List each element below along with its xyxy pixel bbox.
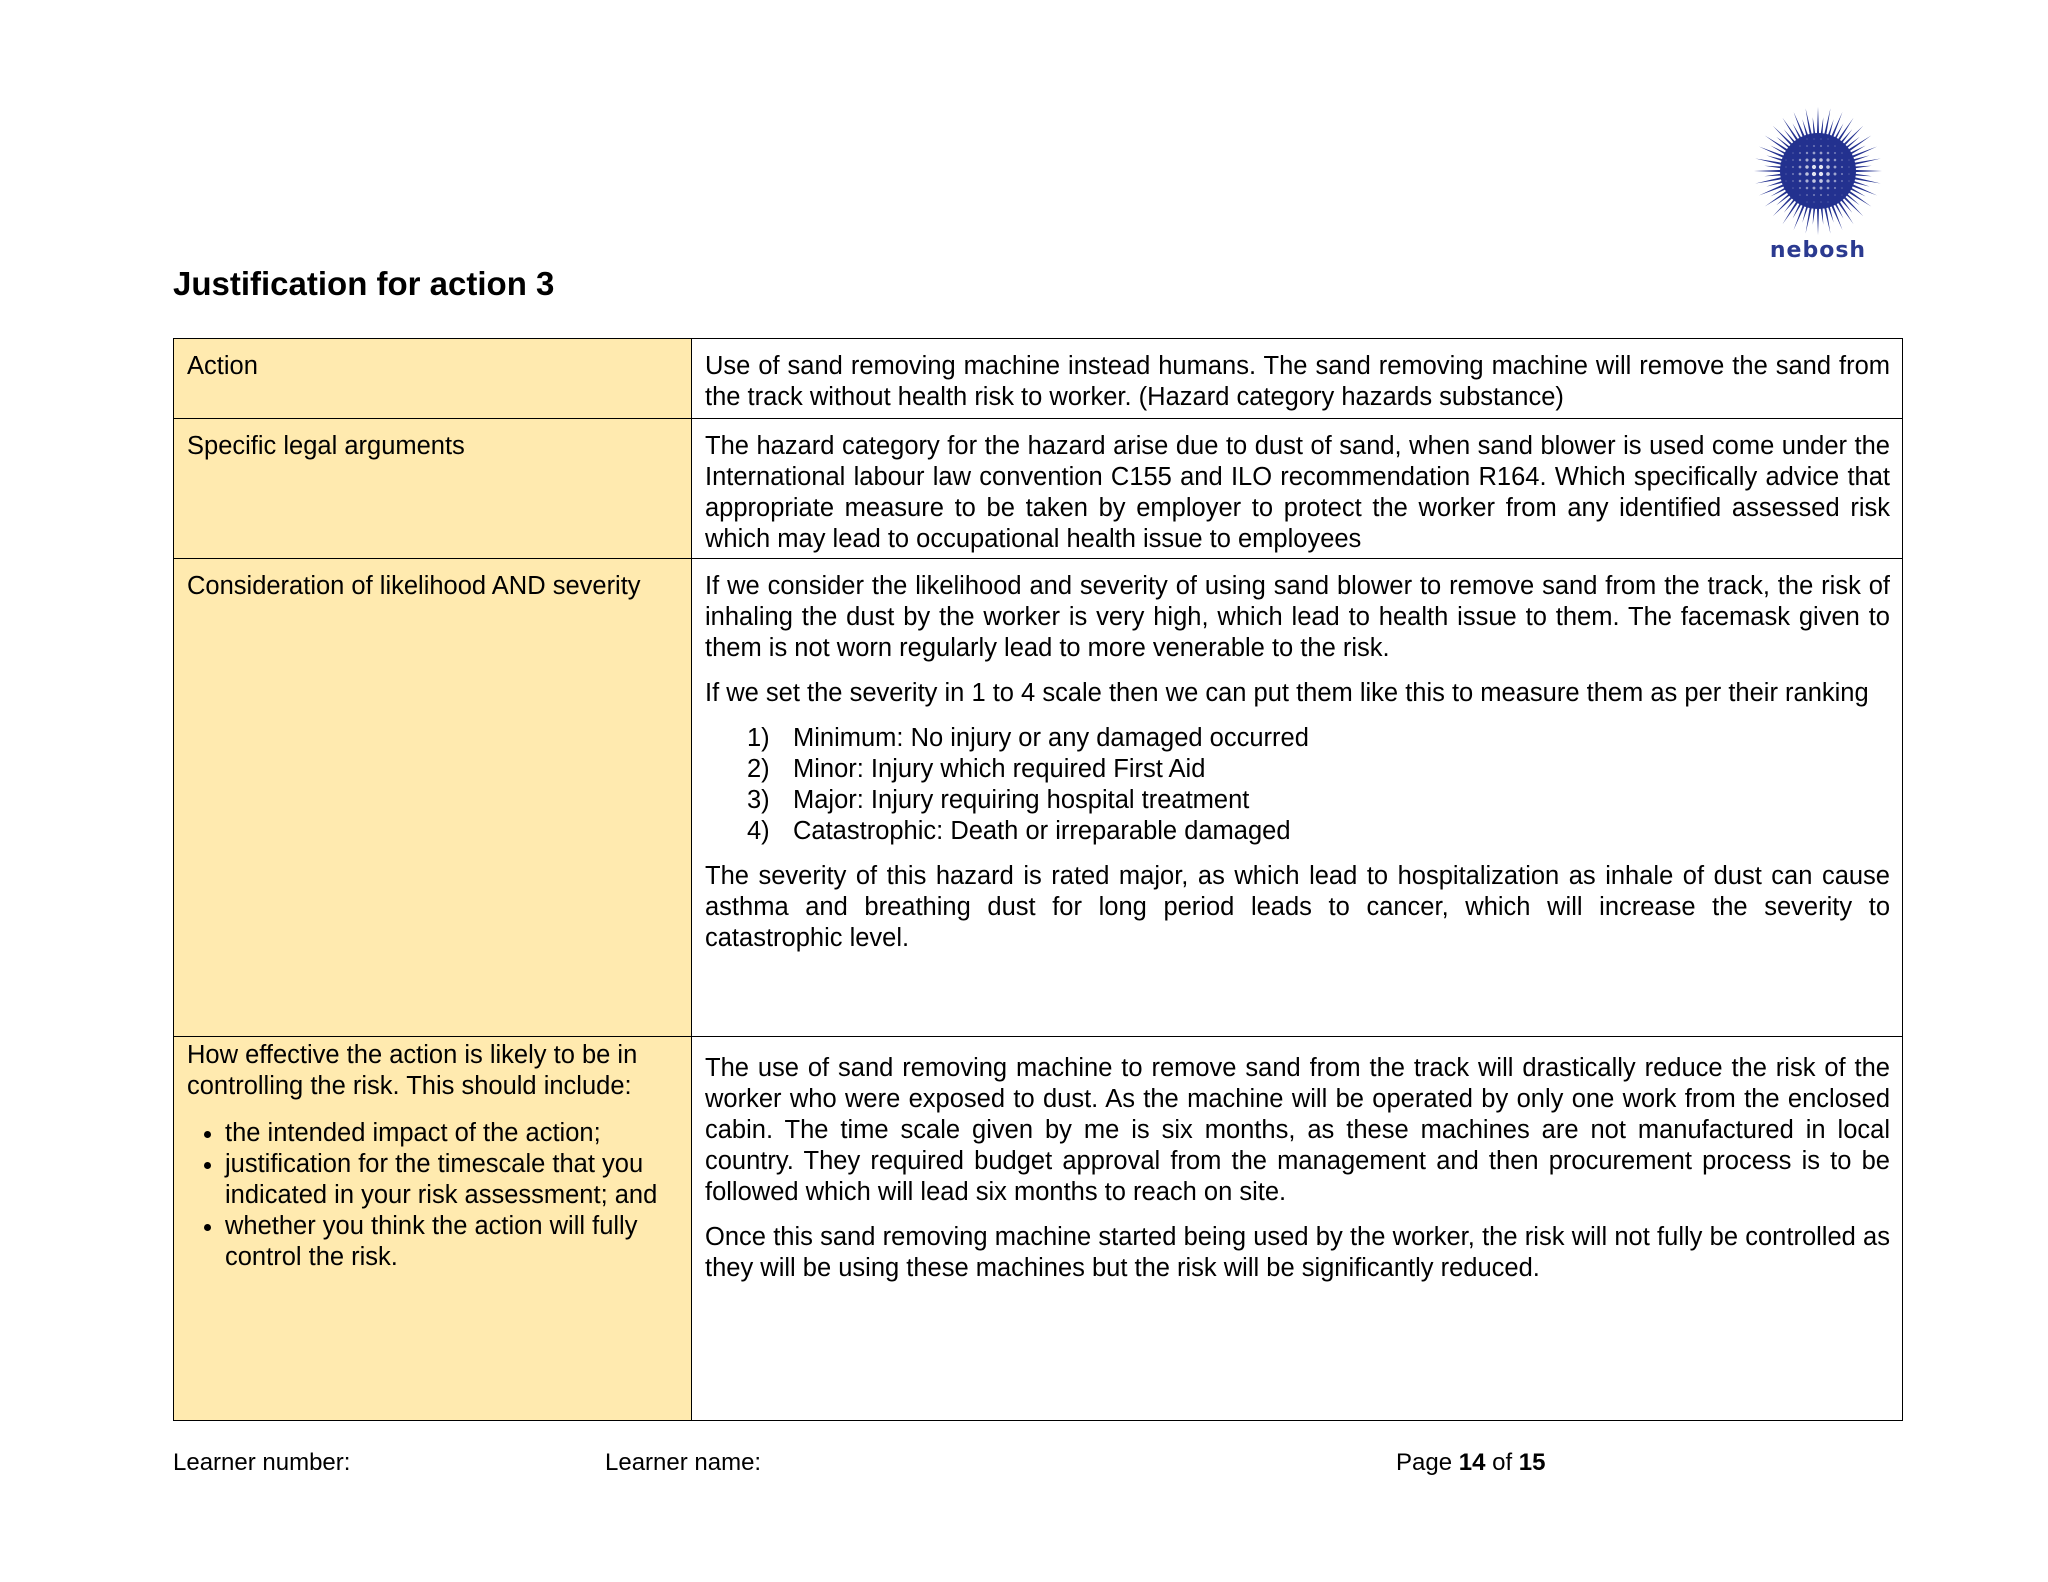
nebosh-logo bbox=[1748, 104, 1888, 266]
footer-learner-name: Learner name: bbox=[605, 1449, 762, 1476]
severity-closing-paragraph: The severity of this hazard is rated major, as which lead to hospitalization as inhale of dust can cause asthma and breathing dust for long period leads to cancer, which will increase the severity to catastrophic level. bbox=[705, 862, 1890, 952]
table-row-legal bbox=[174, 419, 1903, 559]
list-item: 3) Major: Injury requiring hospital treatment bbox=[747, 786, 1250, 814]
row-label-effectiveness bbox=[174, 1037, 692, 1421]
row-content-legal bbox=[692, 419, 1903, 559]
row-label-action: Action bbox=[174, 339, 692, 419]
row-label-legal: Specific legal arguments bbox=[174, 419, 692, 559]
list-item: 2) Minor: Injury which required First Aid bbox=[747, 755, 1206, 783]
table-row-likelihood bbox=[174, 559, 1903, 1037]
list-item: • justification for the timescale that you indicated in your risk assessment; and bbox=[225, 1149, 679, 1211]
sunburst-logo-icon bbox=[1748, 104, 1888, 238]
row-label-likelihood: Consideration of likelihood AND severity bbox=[174, 559, 692, 1037]
page-title: Justification for action 3 bbox=[173, 265, 555, 302]
effectiveness-paragraph-2: Once this sand removing machine started being used by the worker, the risk will not fully be controlled as they will be using these machines but the risk will be significantly reduced. bbox=[705, 1223, 1890, 1282]
logo-wordmark: nebosh bbox=[1769, 238, 1867, 263]
footer-page-number: Page 14 of 15 bbox=[1396, 1449, 1546, 1476]
effectiveness-paragraph-1: The use of sand removing machine to remove sand from the track will drastically reduce the risk of the worker who were exposed to dust. As the machine will be operated by only one work from the enclosed cabin. The time scale given by me is six months, as these machines are not manufactured in local country. They required budget approval from the management and then procurement process is to be followed which will lead six months to reach on site. bbox=[705, 1054, 1890, 1206]
table-row-effectiveness bbox=[174, 1037, 1903, 1421]
effectiveness-bullets bbox=[187, 1118, 679, 1273]
table-row-action bbox=[174, 339, 1903, 419]
footer-learner-number: Learner number: bbox=[173, 1449, 351, 1476]
severity-scale-list bbox=[705, 723, 1890, 847]
list-item: • the intended impact of the action; bbox=[225, 1118, 679, 1149]
justification-table bbox=[173, 338, 1903, 1421]
action-text: Use of sand removing machine instead humans. The sand removing machine will remove the sand from the track without health risk to worker. (Hazard category hazards substance) bbox=[705, 352, 1890, 411]
effectiveness-label: How effective the action is likely to be in controlling the risk. This should include: bbox=[187, 1041, 638, 1100]
legal-text: The hazard category for the hazard arise due to dust of sand, when sand blower is used come under the International labour law convention C155 and ILO recommendation R164. Which specifically advice that appropriate measure to be taken by employer to protect the worker from any identified assessed risk which may lead to occupational health issue to employees bbox=[705, 432, 1890, 553]
row-content-likelihood bbox=[692, 559, 1903, 1037]
row-content-action bbox=[692, 339, 1903, 419]
likelihood-paragraph-1: If we consider the likelihood and severity of using sand blower to remove sand from the track, the risk of inhaling the dust by the worker is very high, which lead to health issue to them. The facemask given to them is not worn regularly lead to more venerable to the risk. bbox=[705, 572, 1890, 662]
list-item: 4) Catastrophic: Death or irreparable damaged bbox=[747, 817, 1291, 845]
list-item: • whether you think the action will fully control the risk. bbox=[225, 1211, 679, 1273]
likelihood-paragraph-2: If we set the severity in 1 to 4 scale then we can put them like this to measure them as per their ranking bbox=[705, 679, 1869, 707]
list-item: 1) Minimum: No injury or any damaged occurred bbox=[747, 724, 1309, 752]
row-content-effectiveness bbox=[692, 1037, 1903, 1421]
